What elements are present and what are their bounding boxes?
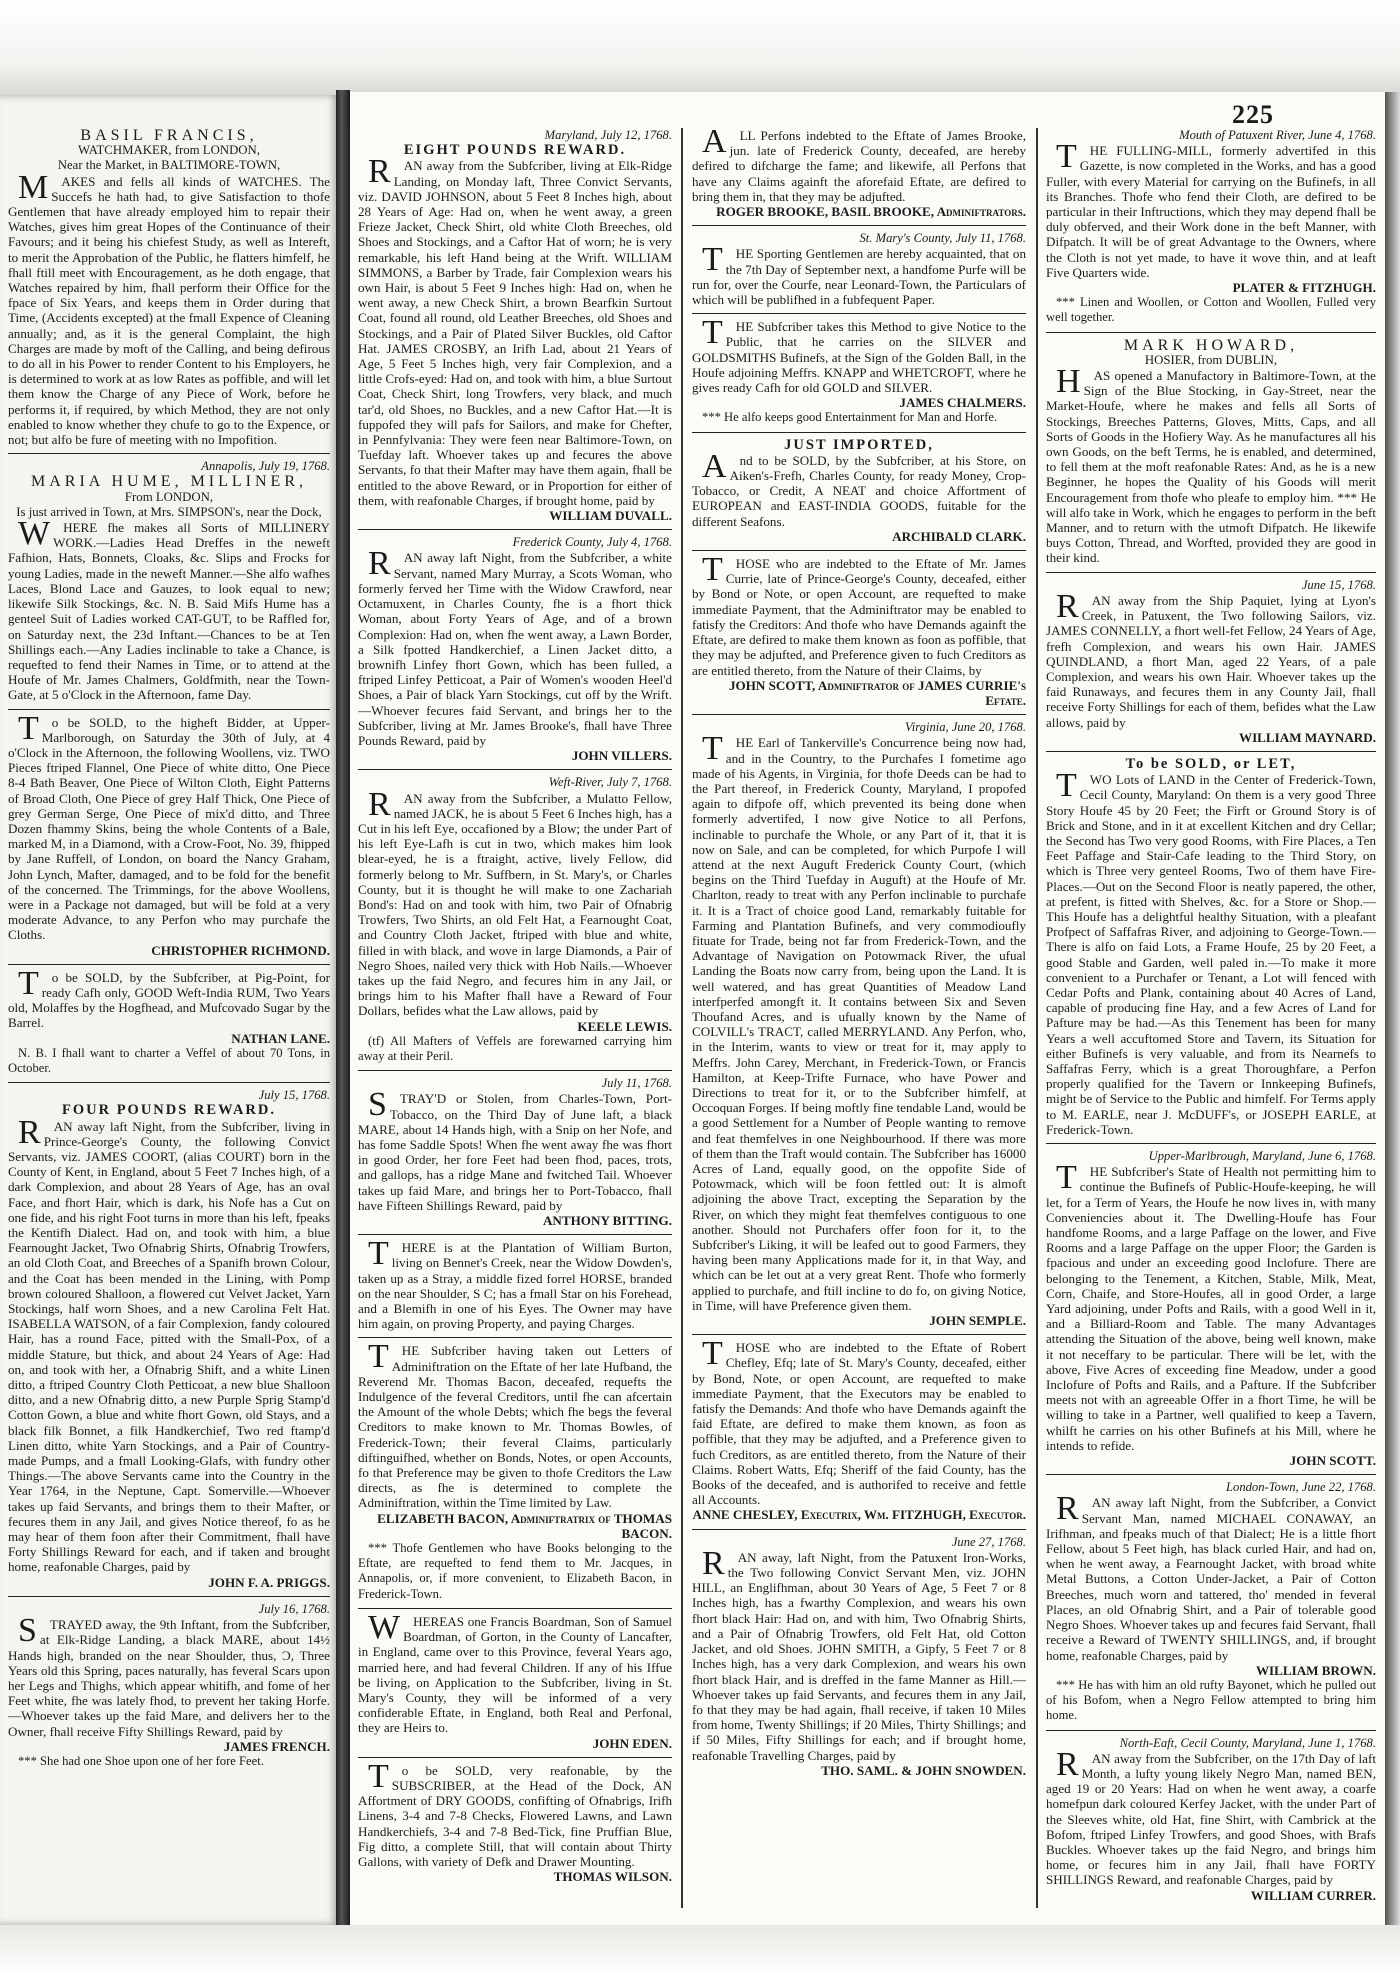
advertisement [358, 1076, 672, 1228]
ad-divider [8, 1596, 330, 1597]
ad-signature: THOMAS WILSON. [553, 1869, 672, 1885]
ad-dateline: St. Mary's County, July 11, 1768. [859, 231, 1026, 246]
ad-divider [692, 550, 1026, 551]
advertisement [8, 1602, 330, 1769]
ad-body: THE Subfcriber having taken out Letters of Adminiftration on the Eftate of her late Hufband, the Reverend Mr. Thomas Bacon, deceafed, requefts the Indulgence of the feveral Creditors, until fhe can afcertain the Amount of the whole Debts; which fhe begs the feveral Creditors to make known to Mr. Thomas Bowles, of Frederick-Town; their feveral Claims, particularly diftinguifhed, whether on Bonds, Notes, or open Accounts, fo that Preference may be given to thofe Creditors the Law directs, as fhe is determined to complete the Adminiftration, within the Time limited by Law. [358, 1338, 672, 1511]
page-number: 225 [1232, 100, 1274, 129]
ad-body: THE Subfcriber's State of Health not permitting him to continue the Bufinefs of Public-Houfe-keeping, he will let, for a Term of Years, the Houfe he now lives in, with many Conveniencies about it. The Dwelling-Houfe has Four handfome Rooms, and a large Paffage on the lower, and Five Rooms and a large Paffage on the upper Floor; the Garden is fpacious and under an exceeding good Inclofure. There are belonging to the Tenement, a Kitchen, Stable, Milk, Meat, Corn, Chaife, and Store-Houfes, all in good Order, a large Yard adjoining, under Pofts and Rails, with a good Well in it, and a Billiard-Room and Table. The many Advantages attending the Situation of the above, being well known, make it not neceffary to be particular. There will be let, with the above, Five Acres of exceeding fine Meadow, under a good Inclofure of Pofts and Rails, and a Pafture. If the Subfcriber meets not with an agreeable Offer in a fhort Time, he will be willing to take in a Partner, well qualified to keep a Tavern, whilft he carries on his other Bufinefs at his Mill, where he intends to refide. [1046, 1159, 1376, 1453]
ad-divider [692, 225, 1026, 226]
ad-body: WHERE fhe makes all Sorts of MILLINERY WORK.—Ladies Head Dreffes in the neweft Fafhion, Hats, Bonnets, Cloaks, &c. Slips and Frocks for young Ladies, made in the neweft Manner.—She alfo wafhes Laces, Blond Lace and Gauzes, to look equal to new; likewife Silk Stockings, &c. N. B. Said Mifs Hume has a genteel Suit of Ladies worked CAT-GUT, to be Raffled for, on Saturday next, the 23d Inftant.—Chances to be at Ten Shillings each.—Any Ladies inclinable to take a Chance, is requefted to fend their Names in Time, or to attend at the Houfe of Mr. James Chalmers, Goldfmith, near the Town-Gate, at 5 o'Clock in the Afternoon, fame Day. [8, 515, 330, 703]
ad-heading: MARK HOWARD, [1123, 336, 1299, 354]
ad-body: To be SOLD, to the higheft Bidder, at Upper-Marlborough, on Saturday the 30th of July, at 4 o'Clock in the Afternoon, the following Woollens, viz. TWO Pieces ftriped Flannel, One Piece of white ditto, One Piece 8-4 Bath Beaver, One Piece of Wilton Cloth, Eight Patterns of Broad Cloth, One Piece of grey Half Thick, One Piece of grey German Serge, One Piece of mix'd ditto, and Three Dozen fhammy Skins, being the whole Contents of a Bale, marked M, in a Diamond, with a Crow-Foot, No. 39, fhipped by Jane Ruffell, of London, on board the Nancy Graham, John Lynch, Mafter, damaged, and to be fold for the benefit of the concerned. The Trimmings, for the above Woollens, were in a Package not damaged, but will be fold at a very moderate Advance, to any Perfon who may purchafe the Cloths. [8, 709, 330, 943]
ad-dateline: Annapolis, July 19, 1768. [201, 459, 330, 474]
advertisement [692, 438, 1026, 544]
ad-body: RAN away laft Night, from the Subfcriber, a white Servant, named Mary Murray, a Scots Woman, who formerly ferved her Time with the Widow Crawford, near Octamuxent, in Charles County, fhe is a fhort thick Woman, about Forty Years of Age, and of a brown Complexion: Had on, when fhe went away, a Lawn Border, a Silk fpotted Handkerchief, a Linen Jacket ditto, a brownifh Linfey fhort Gown, which has been fulled, a ftriped Linfey Petticoat, a Pair of Women's wooden Heel'd Shoes, a Pair of black Yarn Stockings, cut off by the Wrift.—Whoever fecures faid Servant, and brings her to the Subfcriber, living at Mr. James Brooke's, fhall have Three Pounds Reward, paid by [358, 545, 672, 748]
ad-heading: To be SOLD, or LET, [1125, 755, 1297, 772]
column-3 [692, 128, 1026, 1918]
ad-signature: WILLIAM DUVALL. [549, 508, 672, 524]
ad-signature: JOHN EDEN. [592, 1735, 672, 1751]
advertisement [8, 128, 330, 447]
ad-signature: JOHN SCOTT. [1289, 1453, 1376, 1469]
ad-body: RAN away laft Night, from the Subfcriber, a Convict Servant Man, named MICHAEL CONAWAY, an Irifhman, and fpeaks much of that Dialect; He is a little fhort Fellow, about 5 Feet high, has black curled Hair, and had on, when he went away, a Fearnought Jacket, with broad white Metal Buttons, a Cotton Under-Jacket, a Pair of Cotton Breeches, much worn and tattered, tho' mended in feveral Places, an old Ofnabrig Shirt, and a Pair of tolerable good Negro Shoes. Whoever takes up and fecures faid Servant, fhall receive a Reward of TWENTY SHILLINGS, and, if brought home, reafonable Charges, paid by [1046, 1490, 1376, 1663]
ad-dateline: Frederick County, July 4, 1768. [512, 535, 672, 550]
ad-subheading: WATCHMAKER, from LONDON, [78, 143, 260, 158]
advertisement [692, 314, 1026, 425]
ad-divider [358, 769, 672, 770]
column-rule [1036, 128, 1038, 1908]
column-1 [8, 128, 330, 1918]
advertisement [1046, 757, 1376, 1137]
advertisement [1046, 578, 1376, 745]
ad-divider [1046, 572, 1376, 573]
advertisement [1046, 128, 1376, 326]
ad-signature: ELIZABETH BACON, Adminiftratrix of THOMAS BACON. [377, 1510, 672, 1541]
ad-body: RAN away from the Ship Paquiet, lying at Lyon's Creek, in Patuxent, the Two following Sailors, viz. JAMES CONNELLY, a fhort well-fet Fellow, 24 Years of Age, frefh Complexion, and wears his own Hair. JAMES QUINDLAND, a fhort Man, aged 22 Years, of a pale Complexion, and wears his own Hair. Whoever takes up the faid Runaways, and fecures them in any County Jail, fhall receive Forty Shillings for each of them, befides what the Law allows, paid by [1046, 587, 1376, 730]
ad-signature: JAMES CHALMERS. [899, 395, 1026, 411]
ad-divider [358, 1757, 672, 1758]
column-2 [358, 128, 672, 1918]
ad-dateline: North-Eaft, Cecil County, Maryland, June 1, 1768. [1119, 1735, 1376, 1750]
advertisement [358, 775, 672, 1064]
advertisement [358, 1757, 672, 1885]
advertisement [358, 1338, 672, 1601]
ad-body: And to be SOLD, by the Subfcriber, at his Store, on Aiken's-Frefh, Charles County, for ready Money, Crop-Tobacco, or Credit, A NEAT and choice Affortment of EUROPEAN and EAST-INDIA GOODS, fuitable for the different Seafons. [692, 447, 1026, 529]
ad-heading: MARIA HUME, MILLINER, [31, 473, 307, 491]
ad-dateline: July 15, 1768. [258, 1088, 330, 1103]
advertisement [692, 1335, 1026, 1523]
ad-body: THE Subfcriber takes this Method to give Notice to the Public, that he carries on the SILVER and GOLDSMITHS Bufinefs, at the Sign of the Golden Ball, in the Houfe adjoining Meffrs. KNAPP and WHETCROFT, where he gives ready Cafh for old GOLD and SILVER. [692, 314, 1026, 396]
column-4 [1046, 128, 1376, 1918]
ad-heading: FOUR POUNDS REWARD. [61, 1102, 277, 1119]
ad-signature: JOHN SCOTT, Adminiftrator of JAMES CURRIE's Eftate. [728, 677, 1026, 708]
right-edge-shadow [1385, 92, 1400, 1926]
ad-signature: NATHAN LANE. [231, 1030, 330, 1046]
advertisement [358, 128, 672, 523]
ad-body: THE Earl of Tankerville's Concurrence being now had, and in the Country, to the Purchafes I fometime ago made of his Agents, in Virginia, for thofe Deeds can be had to the Part thereof, in Frederick County, Maryland, I propofed again to difpofe off, which prevented its being done when formerly advertifed, I now give Notice to all Perfons, inclinable to purchafe the Whole, or any Part of it, that it is now on Sale, and can be completed, for which Purpofe I will attend at the next Auguft Frederick County Court, (which begins on the Third Tuefday in Auguft) at the Houfe of Mr. Charlton, ready to treat with any Perfon inclinable to purchafe it. It is a Tract of choice good Land, remarkably fuitable for Farming and Plantation Bufinefs, and very commodioufly fituate for Trade, being not far from Frederick-Town, and the Advantage of Navigation on Potowmack River, the ufual Landing the Boats now carry from, being upon the Land. It is well watered, and has great Quantities of Meadow Land interfperfed amongft it. It contains between Six and Seven Thoufand Acres, and is ufually known by the Name of COLVILL's TRACT, called MERRYLAND. Any Perfon, who, in the Interim, wants to view or treat for it, may apply to Meffrs. John Carey, Merchant, in Frederick-Town, or Francis Hamilton, at Keep-Trifte Furnace, who have Power and Directions to treat for it, or to the Subfcriber himfelf, at Occoquan Forges. If being moftly fine tendable Land, would be a good Settlement for a Number of People wanting to remove and feat themfelves in one Neighbourhood. If there was more of them than the Traft would contain. The Subfcriber has 16000 Acres of Land, equally good, on the oppofite Side of Potowmack, which will be foon fettled out: It is almoft adjoining the above Tract, excepting the Separation by the River, on which they might feat themfelves contiguous to one another. Should not Purchafers offer foon for it, to the Subfcriber's Liking, it will be leafed out to good Farmers, they having been many Applications made for it, in that Way, and which can be let out at a very great Rent. Thofe who formerly applied to purchafe, and ftill incline to do fo, on giving Notice, in Time, will have Preference given them. [692, 730, 1026, 1313]
ad-divider [1046, 1474, 1376, 1475]
ad-dateline: June 15, 1768. [1301, 577, 1376, 592]
column-rule [681, 128, 683, 1908]
ad-signature: ANNE CHESLEY, Executrix, Wm. FITZHUGH, Executor. [692, 1507, 1026, 1523]
ad-body: THERE is at the Plantation of William Burton, living on Bennet's Creek, near the Widow Dowden's, taken up as a Stray, a middle fized forrel HORSE, branded on the near Shoulder, S C; has a fmall Star on his Forehead, and a Blemifh in one of his Eyes. The Owner may have him again, on proving Property, and paying Charges. [358, 1235, 672, 1332]
ad-dateline: Weft-River, July 7, 1768. [548, 775, 672, 790]
ad-body: ALL Perfons indebted to the Eftate of James Brooke, jun. late of Frederick County, deceafed, are hereby defired to difcharge the fame; and likewife, all Perfons that have any Claims againft the aforefaid Eftate, are defired to bring them in, that they may be adjufted. [692, 128, 1026, 204]
ad-body: STRAY'D or Stolen, from Charles-Town, Port-Tobacco, on the Third Day of June laft, a black MARE, about 14 Hands high, with a Snip on her Nofe, and has fome Saddle Spots! When fhe went away fhe was fhort in good Order, her fore Feet had been fhod, paces, trots, and gallops, has a ridge Mane and fwitched Tail. Whoever takes up faid Mare, and brings her to Port-Tobacco, fhall have Fifteen Shillings Reward, paid by [358, 1086, 672, 1213]
advertisement [692, 1535, 1026, 1778]
ad-note: *** Thofe Gentlemen who have Books belonging to the Eftate, are requefted to fend them to Mr. Jacques, in Annapolis, or, if more convenient, to Elizabeth Bacon, in Frederick-Town. [358, 1541, 672, 1601]
ad-dateline: Maryland, July 12, 1768. [544, 128, 672, 142]
ad-location: Is just arrived in Town, at Mrs. SIMPSON's, near the Dock, [16, 504, 322, 519]
ad-signature: PLATER & FITZHUGH. [1232, 280, 1376, 296]
ad-divider [358, 1070, 672, 1071]
ad-divider [358, 1337, 672, 1338]
ad-note: *** Linen and Woollen, or Cotton and Woollen, Fulled very well together. [1046, 295, 1376, 325]
advertisement [692, 231, 1026, 307]
ad-signature: KEELE LEWIS. [577, 1018, 672, 1034]
ad-body: TWO Lots of LAND in the Center of Frederick-Town, Cecil County, Maryland: On them is a very good Three Story Houfe 45 by 20 Feet; the Firft or Ground Story is of Brick and Stone, and in it at excellent Kitchen and dry Cellar; the Second has Two very good Rooms, with Fire Places, a Ten Feet Paffage and Stair-Cafe leading to the Third Story, on which is Three very genteel Rooms, Two of them have Fire-Places.—Out on the Second Floor is neatly papered, the other, at prefent, is fitted with Shelves, &c. for a Store or Shop.—This Houfe has a delightful healthy Situation, with a pleafant Profpect of Saffafras River, and adjoining to George-Town.—There is alfo on faid Lots, a Frame Houfe, 25 by 20 Feet, a good Stable and Garden, well paled in.—To make it more convenient to a Purchafer or Tenant, a Lot will fenced with Cedar Pofts and Plank, containing about 40 Acres of Land, capable of producing fine Hay, and a few Acres of Land for Pafture may be had.—As this Tenement has been for many Years a well accuftomed Store and Tavern, its Situation for either Bufinefs is very valuable, and from its Nearnefs to Saffafras Ferry, which is a great Thoroughfare, a Perfon properly qualified for the Tavern or Innkeeping Bufinefs, might be of Service to the Public and himfelf. For Terms apply to M. EARLE, near J. McDUFF's, or JOSEPH EARLE, at Frederick-Town. [1046, 767, 1376, 1137]
ad-divider [8, 1082, 330, 1083]
ad-body: STRAYED away, the 9th Inftant, from the Subfcriber, at Elk-Ridge Landing, a black MARE, about 14½ Hands high, branded on the near Shoulder, thus, Ɔ, Three Years old this Spring, paces naturally, has feveral Scars upon her Legs and Thighs, which appear whitifh, and fome of her Feet white, fhe was lately fhod, to prevent her taking Horfe.—Whoever takes up the faid Mare, and delivers her to the Owner, fhall receive Fifty Shillings Reward, paid by [8, 1612, 330, 1739]
advertisement [358, 535, 672, 763]
ad-divider [692, 1334, 1026, 1335]
ad-dateline: July 11, 1768. [601, 1076, 672, 1091]
ad-divider [8, 453, 330, 454]
ad-body: THE FULLING-MILL, formerly advertifed in this Gazette, is now completed in the Works, and has a good Fuller, with every Material for carrying on the Bufinefs, in all its Branches. Thofe who fend their Cloth, are defired to be particular in their Inftructions, which they may depend fhall be duly obferved, and their Work done in the beft Manner, with Difpatch. It will be of great Advantage to the Owners, where the Cloth is not yet made, to have it wove thin, and at leaft Five Quarters wide. [1046, 138, 1376, 280]
ad-note: *** He has with him an old rufty Bayonet, which he pulled out of his Bofom, when a Negro Fellow attempted to bring him home. [1046, 1677, 1376, 1723]
ad-signature: JOHN SEMPLE. [929, 1313, 1026, 1329]
advertisement [692, 551, 1026, 708]
advertisement [8, 1088, 330, 1590]
ad-dateline: July 16, 1768. [258, 1601, 330, 1616]
advertisement [1046, 338, 1376, 566]
column-rule [346, 128, 348, 1908]
ad-signature: JOHN VILLERS. [571, 748, 672, 764]
ad-signature: CHRISTOPHER RICHMOND. [151, 942, 330, 958]
ad-signature: WILLIAM CURRER. [1250, 1887, 1376, 1903]
ad-dateline: Virginia, June 20, 1768. [904, 720, 1026, 735]
advertisement [8, 964, 330, 1076]
ad-dateline: June 27, 1768. [951, 1534, 1026, 1549]
ad-body: RAN away from the Subfcriber, a Mulatto Fellow, named JACK, he is about 5 Feet 6 Inches high, has a Cut in his left Eye, occafioned by a Blow; the under Part of his left Eye-Lafh is cut in two, which makes him look blear-eyed, he is a ftraight, active, lively Fellow, did formerly belong to Mr. Suffbern, in St. Mary's, or Charles County, but it is thought he will make to one Zachariah Bond's: Had on and took with him, two Pair of Ofnabrig Trowfers, Two Shirts, an old Felt Hat, a Fearnought Coat, and Country Cloth Jacket, ftriped with blue and white, filled in with black, and wove in large Diamonds, a Pair of Negro Shoes, nailed very thick with Hob Nails.—Whoever takes up the faid Negro, and fecures him in any Jail, or brings him to his Mafter fhall have a Reward of Four Dollars, befides what the Law allows, paid by [358, 785, 672, 1019]
ad-body: MAKES and fells all kinds of WATCHES. The Succefs he hath had, to give Satisfaction to thofe Gentlemen that have already employed him to repair their Watches, gives him great Hopes of the Continuance of their Favours; and it being his chiefest Study, as well as Intereft, to merit the Approbation of the Public, he flatters himfelf, he fhall ftill meet with Encouragement, as he doth engage, that Watches repaired by him, fhall perform their Office for the fpace of Six Years, and keeps them in Order during that Time, (Accidents excepted) at the fmall Expence of Cleaning annually; and, as it is the general Complaint, the high Charges are made by moft of the Calling, and being defirous to do all in his Power to render Content to his Employers, he is determined to work at as low Rates as poffible, and will let them know the Charge of any Piece of Work, before he performs it, if required, by which Method, they are not only enabled to know whether they chufe to go to the Expence, or not; but alfo be fure of meeting with no Impofition. [8, 168, 330, 448]
ad-signature: THO. SAML. & JOHN SNOWDEN. [821, 1762, 1026, 1778]
ad-divider [358, 1234, 672, 1235]
ad-body: WHEREAS one Francis Boardman, Son of Samuel Boardman, of Gorton, in the County of Lancafter, in England, came over to this Province, feveral Years ago, married here, and had feveral Children. If any of his Iffue be living, on Application to the Subfcriber, living in St. Mary's County, they will be informed of a very confiderable Eftate, in England, both Real and Perfonal, they are Heirs to. [358, 1608, 672, 1736]
ad-divider [692, 714, 1026, 715]
ad-divider [692, 313, 1026, 314]
ad-divider [692, 432, 1026, 433]
scan-bottom-margin [0, 1925, 1400, 1976]
ad-signature: ARCHIBALD CLARK. [892, 528, 1026, 544]
ad-divider [1046, 332, 1376, 333]
advertisement [8, 459, 330, 702]
ad-divider [1046, 1730, 1376, 1731]
advertisement [1046, 1149, 1376, 1468]
advertisement [1046, 1736, 1376, 1903]
ad-body: RAN away, laft Night, from the Patuxent Iron-Works, the Two following Convict Servant Men, viz. JOHN HILL, an Englifhman, about 30 Years of Age, 5 Feet 7 or 8 Inches high, has a fwarthy Complexion, and wears his own fhort black Hair: Had on, and with him, Two Ofnabrig Shirts, and a Pair of Ofnabrig Trowfers, old Felt Hat, old Cotton Jacket, and old Shoes. JOHN SMITH, a Gipfy, 5 Feet 7 or 8 Inches high, has a very dark Complexion, and wears his own fhort black Hair, and is dreffed in the fame Manner as Hill.—Whoever takes up faid Servants, and fecures them in any Jail, fo that they may be had again, fhall receive, if taken 10 Miles from home, Twenty Shillings; if 20 Miles, Thirty Shillings; and if 50 Miles, Fifty Shillings for each; and if brought home, reafonable Travelling Charges, paid by [692, 1544, 1026, 1763]
ad-signature: JOHN F. A. PRIGGS. [208, 1574, 330, 1590]
ad-signature: WILLIAM MAYNARD. [1238, 729, 1376, 745]
ad-heading: JUST IMPORTED, [784, 436, 934, 453]
advertisement [8, 709, 330, 958]
ad-divider [1046, 1143, 1376, 1144]
advertisement [358, 1235, 672, 1332]
ad-note: *** She had one Shoe upon one of her fore Feet. [18, 1753, 264, 1768]
ad-heading: BASIL FRANCIS, [80, 128, 258, 144]
ad-note: *** He alfo keeps good Entertainment for Man and Horfe. [702, 410, 998, 425]
ad-divider [8, 709, 330, 710]
ad-divider [1046, 751, 1376, 752]
ad-body: RAN away from the Subfcriber, on the 17th Day of laft Month, a lufty young likely Negro Man, named BEN, aged 19 or 20 Years: Had on when he went away, a coarfe homefpun dark coloured Kerfey Jacket, with the under Part of the Sleeves white, old Hat, fine Shirt, with Cambrick at the Bofom, ftriped Linfey Trowfers, and good Shoes, with Brafs Buckles. Whoever takes up the faid Negro, and brings him home, or fecures him in any Jail, fhall have FORTY SHILLINGS Reward, and reafonable Charges, paid by [1046, 1745, 1376, 1888]
ad-signature: WILLIAM BROWN. [1255, 1662, 1376, 1678]
scan-top-margin [0, 0, 1400, 95]
ad-note: N. B. I fhall want to charter a Veffel of about 70 Tons, in October. [8, 1045, 330, 1075]
ad-dateline: London-Town, June 22, 1768. [1226, 1480, 1376, 1495]
ad-signature: ROGER BROOKE, BASIL BROOKE, Adminiftrators. [716, 204, 1026, 220]
ad-body: HAS opened a Manufactory in Baltimore-Town, at the Sign of the Blue Stocking, in Gay-Street, near the Market-Houfe, where he makes and fells all Sorts of Stockings, Breeches Patterns, Gloves, Mitts, Caps, and all Sorts of Goods in the Hofiery Way. As he manufactures all his own Goods, on the beft Terms, he is enabled, and determined, to fell them at the moft reafonable Rates: And, as he is a new Beginner, he hopes the Quality of his Goods will merit Encouragement from thofe who pleafe to employ him. *** He will alfo take in Work, which he engages to perform in the beft Manner, and to return with the utmoft Difpatch. He likewife buys Cotton, Thread, and Worfted, provided they are good in their kind. [1046, 363, 1376, 566]
advertisement [358, 1608, 672, 1751]
ad-note: (tf) All Mafters of Veffels are forewarned carrying him away at their Peril. [358, 1033, 672, 1063]
ad-body: THE Sporting Gentlemen are hereby acquainted, that on the 7th Day of September next, a handfome Purfe will be run for, over the Courfe, near Leonard-Town, the Particulars of which will be publifhed in a fubfequent Paper. [692, 241, 1026, 308]
ad-body: To be SOLD, by the Subfcriber, at Pig-Point, for ready Cafh only, GOOD Weft-India RUM, Two Years old, Molaffes by the Hogfhead, and Mufcovado Sugar by the Barrel. [8, 964, 330, 1031]
advertisement [692, 720, 1026, 1328]
ad-divider [692, 1529, 1026, 1530]
ad-divider [8, 964, 330, 965]
ad-body: RAN away from the Subfcriber, living at Elk-Ridge Landing, on Monday laft, Three Convict Servants, viz. DAVID JOHNSON, about 5 Feet 8 Inches high, about 28 Years of Age: Had on, when he went away, a green Frieze Jacket, Check Shirt, old white Cloth Breeches, old Shoes and Stockings, and a Caftor Hat of worn; he is very remarkable, his left Hand being at the Wrift. WILLIAM SIMMONS, a Barber by Trade, fair Complexion wears his own Hair, is about 5 Feet 9 Inches high: Had on, when he went away, a new Check Shirt, a brown Bearfkin Surtout Coat, found all round, old Leather Breeches, old Shoes and Stockings, and a Pair of Plated Silver Buckles, old Caftor Hat. JAMES CROSBY, an Irifh Lad, about 21 Years of Age, 5 Feet 5 Inches high, very fair Complexion, and a little Crofs-eyed: Had on, and took with him, a blue Surtout Coat, Check Shirt, long Trowfers, very black, and much tar'd, old Shoes, no Buckles, and a new Caftor Hat.—It is fuppofed they will pafs for Sailors, and make for Chefter, in Pennfylvania: They were feen near Baltimore-Town, on Tuefday laft. Whoever takes up and fecures the above Servants, fo that their Mafter may have them again, fhall be entitled to the above Reward, or in Proportion for either of them, with reafonable Charges, if brought home, paid by [358, 153, 672, 508]
ad-location: Near the Market, in BALTIMORE-TOWN, [57, 158, 281, 173]
ad-body: THOSE who are indebted to the Eftate of Robert Chefley, Efq; late of St. Mary's County, deceafed, either by Bond, Note, or open Account, are requefted to make immediate Payment, that the Executors may be enabled to fatisfy the Demands: And thofe who have Demands againft the faid Eftate, are defired to make them known, as foon as poffible, that they may be adjufted, and a Preference given to fuch Creditors, as are entitled thereto, from the Nature of their Claims. Robert Watts, Efq; Sheriff of the faid County, has the Books of the deceafed, and is authorifed to receive and fettle all Accounts. [692, 1335, 1026, 1508]
ad-body: RAN away laft Night, from the Subfcriber, living in Prince-George's County, the following Convict Servants, viz. JAMES COORT, (alias COURT) born in the County of Kent, in England, about 5 Feet 7 Inches high, of a dark Complexion, and about 28 Years of Age, has an oval Face, and fhort Hair, which is dark, his Nofe has a Cut on one fide, and his right Foot turns in more than his left, fpeaks the Kentifh Dialect. Had on, and took with him, a blue Fearnought Jacket, Two Ofnabrig Shirts, Ofnabrig Trowfers, an old Cloth Coat, and Breeches of a Spanifh brown Colour, and the Coat has been mended in the Lining, with Pomp brown coloured Shalloon, a flowered cut Velvet Jacket, Yarn Stockings, half worn Shoes, and a new Carolina Felt Hat. ISABELLA WATSON, of a fair Complexion, fandy coloured Hair, has a round Face, pitted with the Small-Pox, of a middle Stature, but thick, and about 24 Years of Age: Had on, and took with her, a Ofnabrig Shift, and a white Linen ditto, a ftriped Country Cloth Petticoat, a new blue Shalloon ditto, and a new Ofnabrig ditto, a new Purple Sprig Stamp'd Cotton Gown, a blue and white fhort Gown, old Stays, and a black filk Bonnet, a filk Handkerchief, Two red ftamp'd Linen ditto, white Yarn Stockings, and a Pair of Country-made Pumps, and a fmall Looking-Glafs, with fundry other Things.—The above Servants came into the Country in the Year 1764, in the Neptune, Capt. Somerville.—Whoever takes up faid Servants, and brings them to their Mafter, or fecures them in any Jail, and gives Notice thereof, fo as he may hear of them foon after their Commitment, fhall have Forty Shillings Reward for each, and if taken and brought home, reafonable Charges, paid by [8, 1113, 330, 1575]
ad-body: THOSE who are indebted to the Eftate of Mr. James Currie, late of Prince-George's County, deceafed, either by Bond or Note, or open Account, are requefted to make immediate Payment, that the Adminiftrator may be enabled to fatisfy the Creditors: And thofe who have Demands againft the Eftate, are defired to make them known as foon as poffible, that they may be adjufted, and Preference given to fuch Creditors as are entitled thereto, from the Nature of their Claims, by [692, 551, 1026, 678]
ad-heading: EIGHT POUNDS REWARD. [403, 142, 627, 159]
ad-signature: JAMES FRENCH. [223, 1738, 330, 1754]
ad-subheading: HOSIER, from DUBLIN, [1144, 352, 1278, 367]
advertisement [1046, 1480, 1376, 1723]
ad-divider [358, 529, 672, 530]
ad-subheading: From LONDON, [124, 489, 214, 504]
ad-dateline: Upper-Marlbrough, Maryland, June 6, 1768. [1148, 1149, 1376, 1163]
ad-divider [358, 1608, 672, 1609]
ad-signature: ANTHONY BITTING. [542, 1213, 672, 1229]
ad-body: To be SOLD, very reafonable, by the SUBSCRIBER, at the Head of the Dock, AN Affortment of DRY GOODS, confifting of Ofnabrigs, Irifh Linens, 3-4 and 7-8 Checks, Flowered Lawns, and Lawn Handkerchiefs, 3-4 and 7-8 Bed-Tick, fine Pruffian Blue, Fig ditto, a complete Still, that will contain about Thirty Gallons, with variety of Defk and Drawer Mounting. [358, 1757, 672, 1869]
advertisement [692, 128, 1026, 219]
ad-dateline: Mouth of Patuxent River, June 4, 1768. [1179, 128, 1376, 142]
